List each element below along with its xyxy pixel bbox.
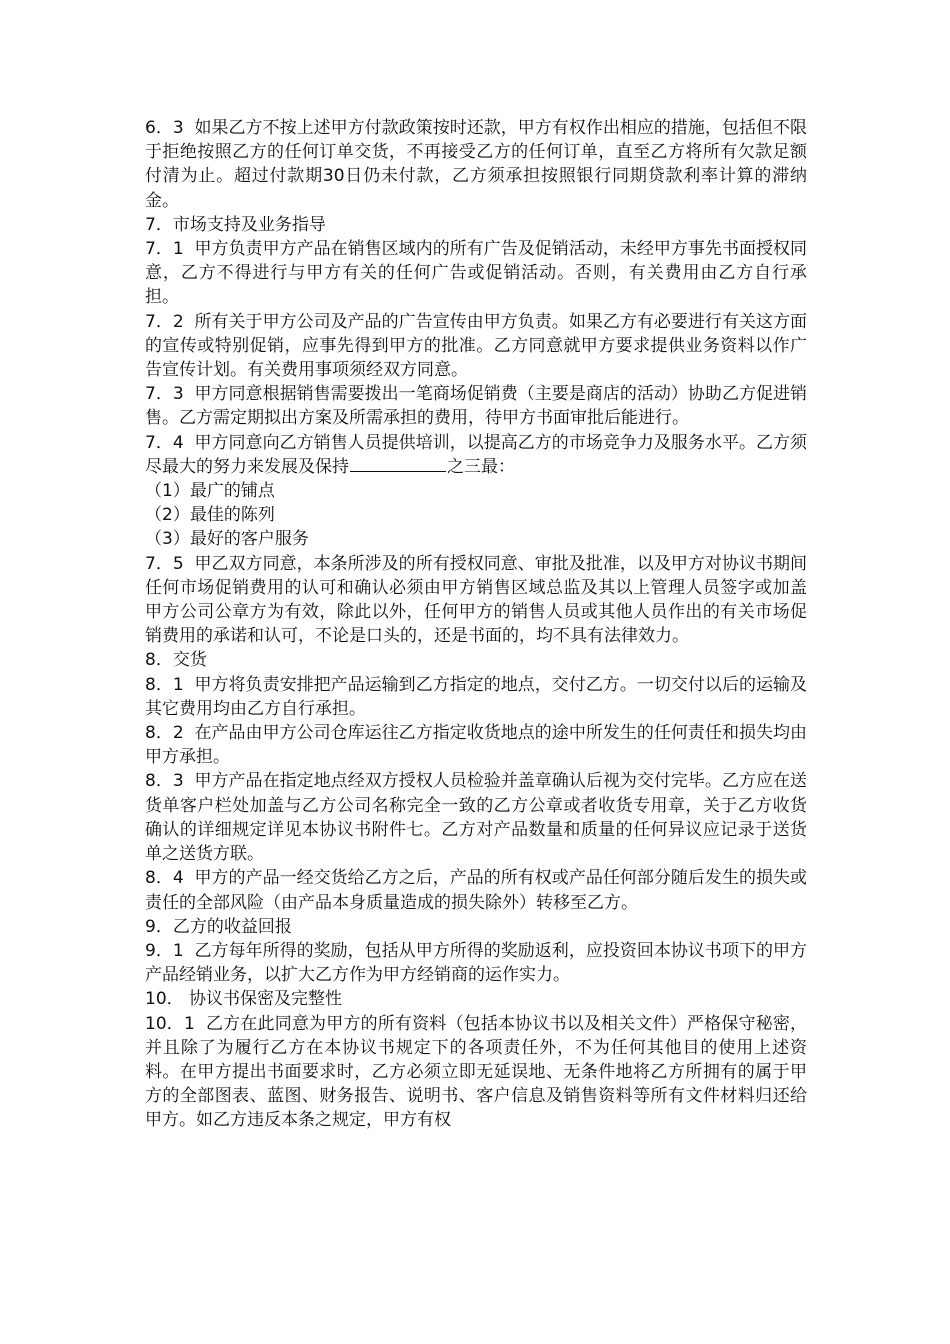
clause-number: 7．4 [145,432,184,453]
list-item-1 [145,479,807,503]
section-number: 9． [145,916,173,937]
clause-10-1 [145,1012,807,1133]
section-7-heading [145,213,807,237]
clause-number: 7．2 [145,311,184,332]
section-number: 10． [145,989,184,1010]
clause-6-3 [145,116,807,213]
section-title: 乙方的收益回报 [172,916,292,937]
clause-number: 8．1 [145,674,184,695]
clause-text: 甲方负责甲方产品在销售区域内的所有广告及促销活动，未经甲方事先书面授权同意，乙方不得进行与甲方有关的任何广告或促销活动。否则，有关费用由乙方自行承担。 [145,239,808,308]
clause-text: 乙方每年所得的奖励，包括从甲方所得的奖励返利，应投资回本协议书项下的甲方产品经销业务，以扩大乙方作为甲方经销商的运作实力。 [145,940,808,986]
clause-text: 在产品由甲方公司仓库运往乙方指定收货地点的途中所发生的任何责任和损失均由甲方承担。 [145,723,808,768]
clause-8-3 [145,769,807,866]
clause-7-4 [145,431,807,479]
clause-text: 甲方将负责安排把产品运输到乙方指定的地点，交付乙方。一切交付以后的运输及其它费用均由乙方自行承担。 [145,674,808,719]
clause-number: 7．1 [145,239,184,260]
clause-7-2 [145,310,807,383]
clause-9-1 [145,939,807,987]
section-number: 7． [145,214,173,235]
clause-text: 乙方在此同意为甲方的所有资料（包括本协议书以及相关文件）严格保守秘密，并且除了为履行乙方在本协议书规定下的各项责任外，不为任何其他目的使用上述资料。在甲方提出书面要求时，乙方必须立即无延误地、无条件地将乙方所拥有的属于甲方的全部图表、蓝图、财务报告、说明书、客户信息及销售资料等所有文件材料归还给甲方。如乙方违反本条之规定，甲方有权 [145,1013,808,1131]
clause-text: 甲乙双方同意，本条所涉及的所有授权同意、审批及批准，以及甲方对协议书期间任何市场促销费用的认可和确认必须由甲方销售区域总监及其以上管理人员签字或加盖甲方公司公章方为有效，除此以外，任何甲方的销售人员或其他人员作出的有关市场促销费用的承诺和认可，不论是口头的，还是书面的，均不具有法律效力。 [145,553,808,647]
clause-text: 甲方的产品一经交货给乙方之后，产品的所有权或产品任何部分随后发生的损失或责任的全部风险（由产品本身质量造成的损失除外）转移至乙方。 [145,868,808,913]
clause-7-5 [145,552,807,649]
clause-number: 6．3 [145,118,184,138]
section-title: 交货 [172,650,207,671]
section-8-heading [145,648,807,672]
clause-number: 10．1 [145,1013,195,1034]
list-item-3 [145,527,807,551]
clause-7-1 [145,237,807,310]
clause-number: 9．1 [145,940,184,961]
clause-text: 如果乙方不按上述甲方付款政策按时还款，甲方有权作出相应的措施，包括但不限于拒绝按照乙方的任何订单交货，不再接受乙方的任何订单，直至乙方将所有欠款足额付清为止。超过付款期30日仍未付款，乙方须承担按照银行同期贷款利率计算的滞纳金。 [145,118,808,211]
document-page [145,116,807,1133]
section-title: 协议书保密及完整性 [189,989,343,1010]
clause-number: 7．3 [145,384,184,405]
clause-number: 7．5 [145,553,184,574]
clause-number: 8．4 [145,868,184,889]
clause-8-4 [145,866,807,914]
clause-text: 甲方产品在指定地点经双方授权人员检验并盖章确认后视为交付完毕。乙方应在送货单客户栏处加盖与乙方公司名称完全一致的乙方公章或者收货专用章，关于乙方收货确认的详细规定详见本协议书附件七。乙方对产品数量和质量的任何异议应记录于送货单之送货方联。 [145,771,808,865]
clause-number: 8．2 [145,723,184,744]
section-10-heading [145,987,807,1011]
clause-text: 甲方同意向乙方销售人员提供培训，以提高乙方的市场竞争力及服务水平。乙方须尽最大的努力来发展及保持 [145,432,808,477]
section-number: 8． [145,650,173,671]
clause-8-1 [145,673,807,721]
clause-text: 甲方同意根据销售需要拨出一笔商场促销费（主要是商店的活动）协助乙方促进销售。乙方需定期拟出方案及所需承担的费用，待甲方书面审批后能进行。 [145,384,808,429]
list-item-text: （2）最佳的陈列 [145,505,275,526]
clause-8-2 [145,721,807,769]
clause-7-3 [145,382,807,430]
list-item-text: （1）最广的铺点 [145,481,275,502]
list-item-2 [145,503,807,527]
clause-text-after-blank: 之三最： [447,456,515,477]
section-9-heading [145,915,807,939]
fill-in-blank [350,455,446,472]
clause-text: 所有关于甲方公司及产品的广告宣传由甲方负责。如果乙方有必要进行有关这方面的宣传或特别促销，应事先得到甲方的批准。乙方同意就甲方要求提供业务资料以作广告宣传计划。有关费用事项须经双方同意。 [145,311,808,381]
section-title: 市场支持及业务指导 [172,214,326,235]
list-item-text: （3）最好的客户服务 [145,529,309,550]
clause-number: 8．3 [145,771,184,792]
